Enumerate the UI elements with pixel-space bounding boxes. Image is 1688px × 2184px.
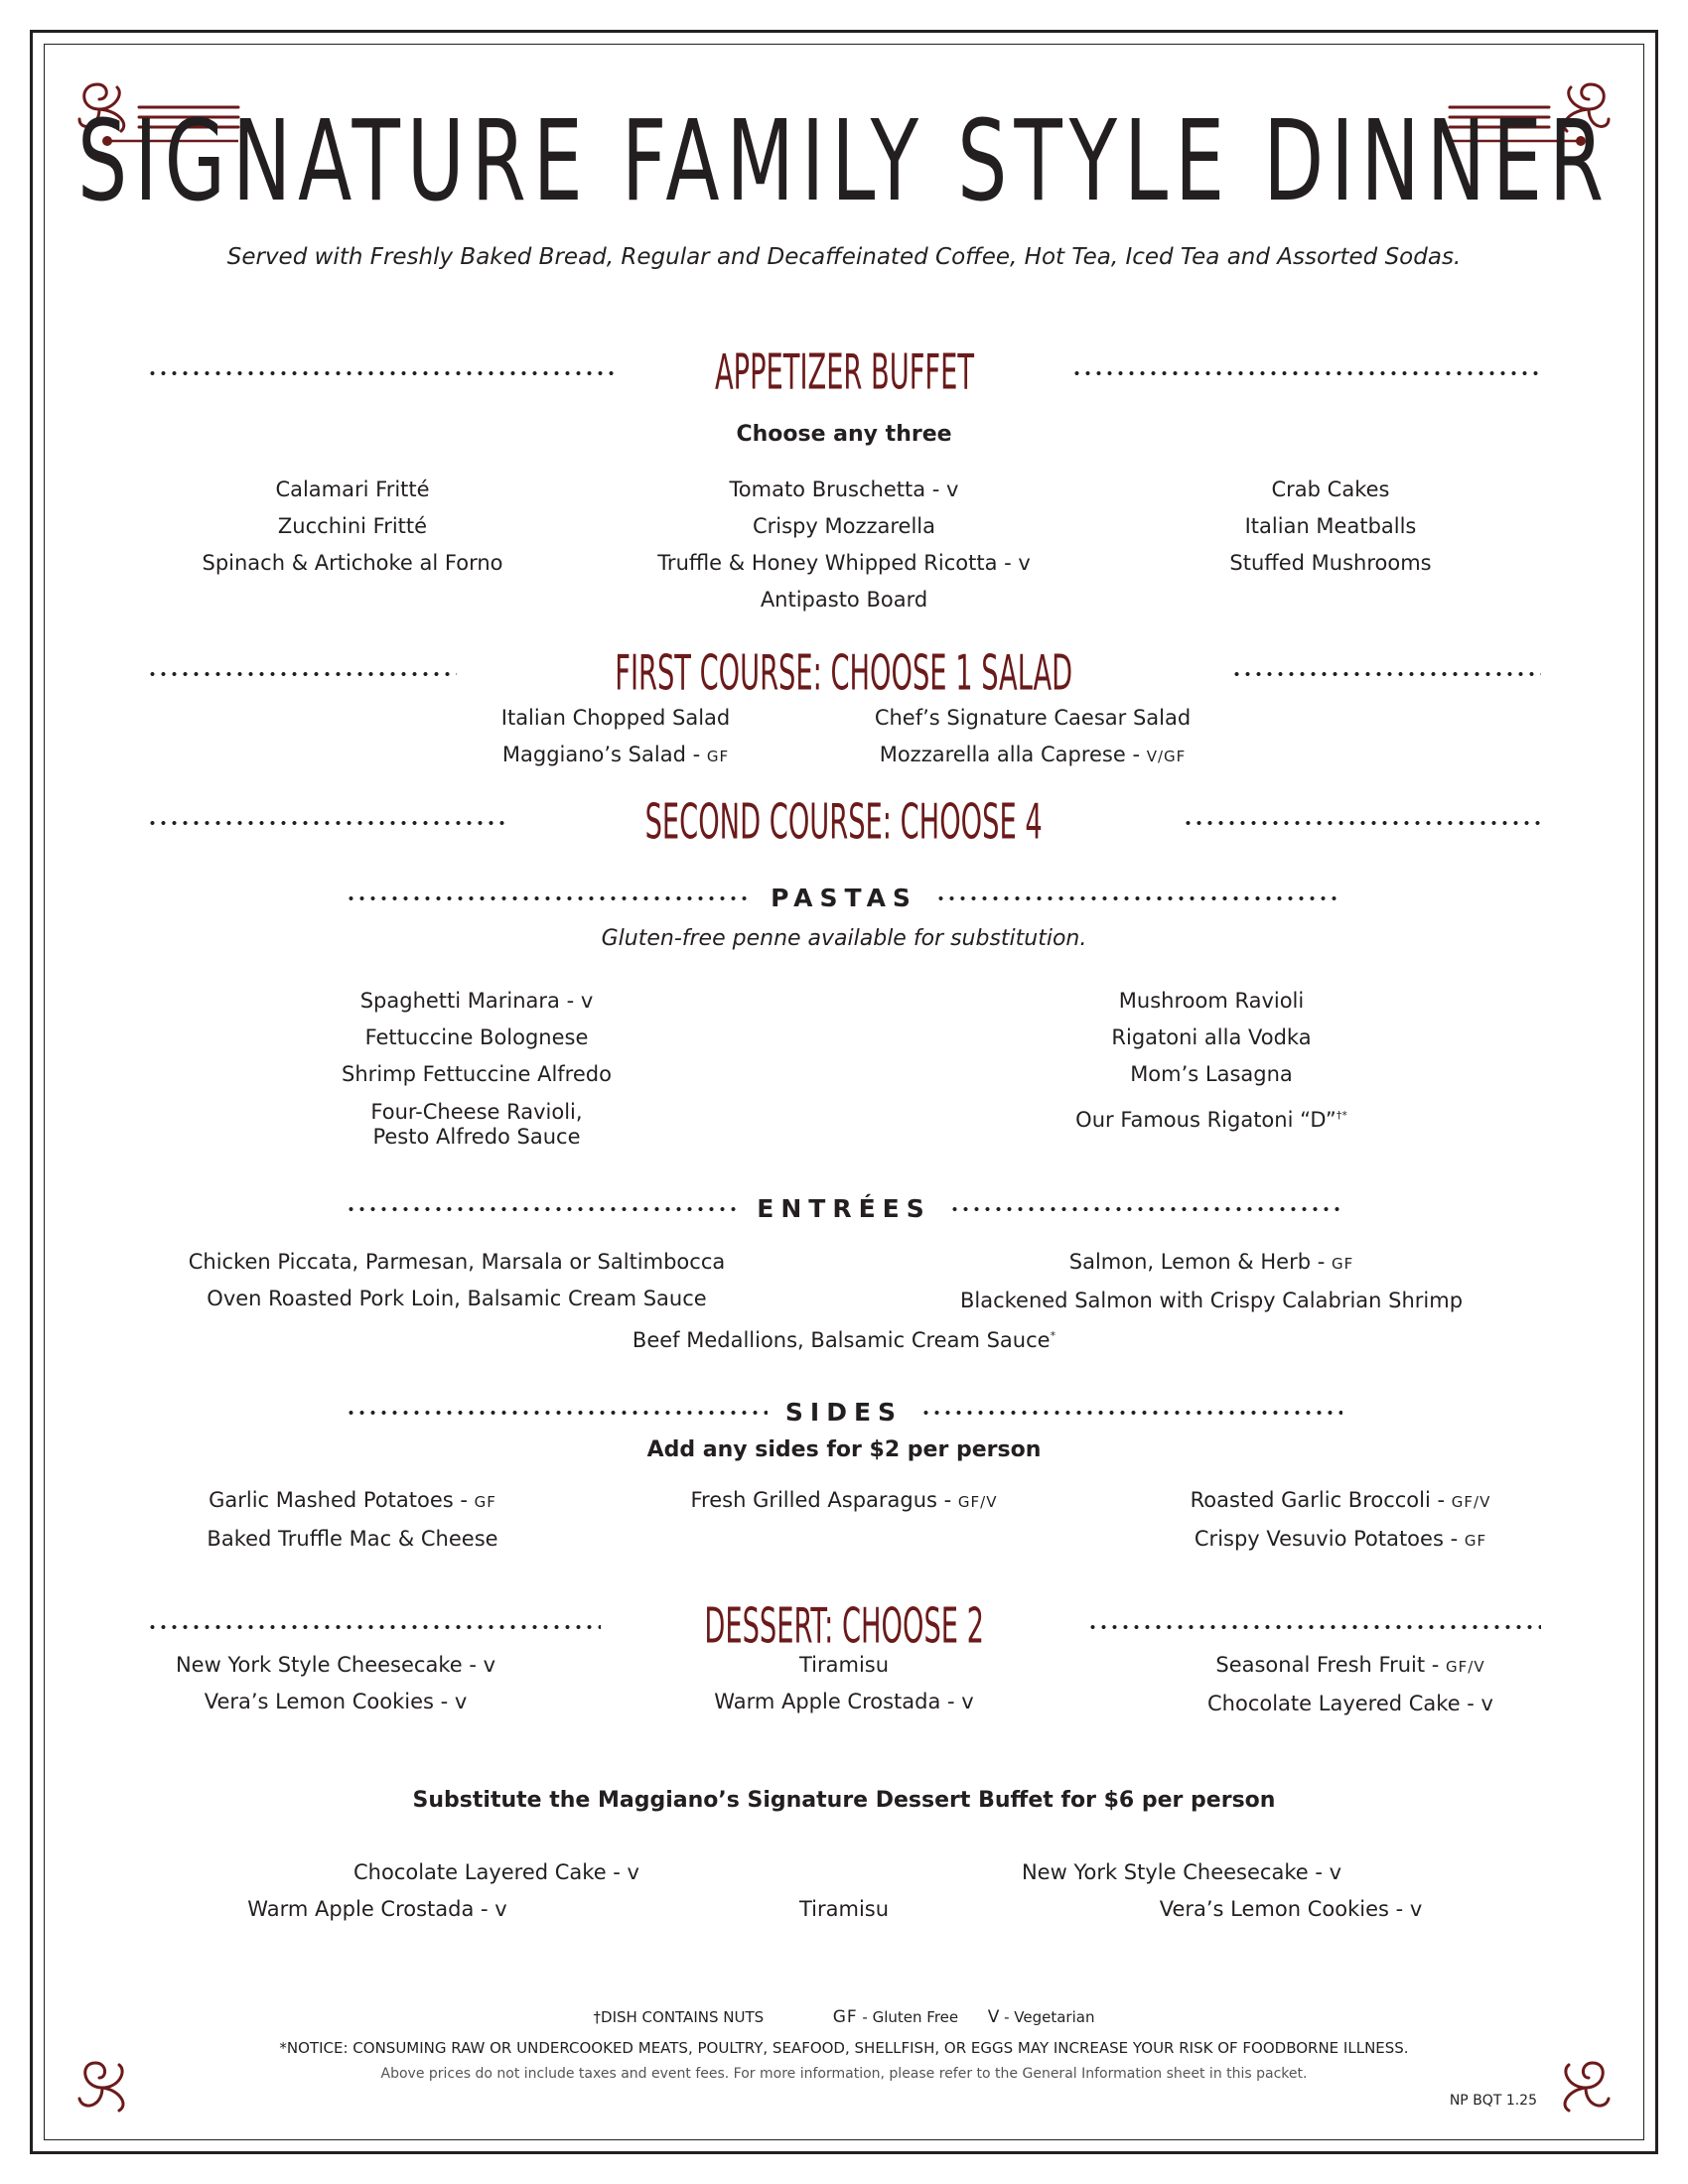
foodborne-notice: *NOTICE: CONSUMING RAW OR UNDERCOOKED MEATS, POULTRY, SEAFOOD, SHELLFISH, OR EGGS MAY INCREASE YOUR RISK OF FOODBORNE ILLNESS. xyxy=(279,2039,1409,2057)
gf-label: - Gluten Free xyxy=(857,2008,959,2026)
list-item: Seasonal Fresh Fruit - GF/V xyxy=(1215,1653,1485,1677)
buffet-row2-center xyxy=(645,1891,1043,1928)
list-item: Vera’s Lemon Cookies - v xyxy=(1159,1897,1423,1921)
first-course-heading-row xyxy=(147,644,1541,703)
buffet-col-3 xyxy=(973,1854,1390,1891)
first-course-heading: FIRST COURSE: CHOOSE 1 SALAD xyxy=(615,644,1073,703)
appetizer-note: Choose any three xyxy=(736,422,952,447)
dotted-rule xyxy=(935,896,1342,900)
salad-col-1 xyxy=(427,700,804,775)
list-item: Roasted Garlic Broccoli - GF/V xyxy=(1190,1488,1491,1512)
list-item: Blackened Salmon with Crispy Calabrian Shrimp xyxy=(959,1289,1464,1312)
list-item: Spinach & Artichoke al Forno xyxy=(202,551,503,575)
list-item: Crispy Mozzarella xyxy=(752,514,936,538)
gf-key: GF xyxy=(832,2007,858,2027)
list-item: Stuffed Mushrooms xyxy=(1229,551,1432,575)
sides-col-2 xyxy=(626,1482,1062,1521)
list-item: Chef’s Signature Caesar Salad xyxy=(874,706,1192,730)
pastas-right-col xyxy=(1013,983,1410,1139)
appetizer-col-1 xyxy=(154,472,551,582)
dotted-rule xyxy=(949,1207,1342,1211)
list-item: Tiramisu xyxy=(798,1653,890,1677)
pastas-left-col xyxy=(278,983,675,1149)
dessert-col-1 xyxy=(137,1647,534,1720)
sides-col-3 xyxy=(1132,1482,1549,1560)
dotted-rule xyxy=(1087,1625,1541,1629)
nuts-mark: †* xyxy=(1336,1109,1347,1122)
dotted-rule xyxy=(147,371,618,375)
list-item: Calamari Fritté xyxy=(275,478,430,501)
sides-note: Add any sides for $2 per person xyxy=(646,1437,1042,1462)
dotted-rule xyxy=(147,821,505,825)
list-item: New York Style Cheesecake - v xyxy=(175,1653,496,1677)
dotted-rule xyxy=(1231,672,1541,676)
page-subtitle: Served with Freshly Baked Bread, Regular and Decaffeinated Coffee, Hot Tea, Iced Tea and Assorted Sodas. xyxy=(226,244,1462,270)
dotted-rule xyxy=(1183,821,1541,825)
dessert-heading: DESSERT: CHOOSE 2 xyxy=(704,1597,984,1656)
buffet-col-1 xyxy=(298,1854,695,1891)
gf-tag: GF xyxy=(706,748,730,765)
list-item: Tiramisu xyxy=(798,1897,890,1921)
appetizer-heading: APPETIZER BUFFET xyxy=(714,343,974,402)
appetizer-col-2 xyxy=(596,472,1092,618)
entrees-center xyxy=(0,1317,1688,1359)
buffet-row2-right xyxy=(1092,1891,1489,1928)
list-item: Oven Roasted Pork Loin, Balsamic Cream Sauce xyxy=(207,1287,707,1310)
sides-heading-row xyxy=(346,1398,1342,1427)
appetizer-col-3 xyxy=(1132,472,1529,582)
sides-heading: SIDES xyxy=(784,1398,904,1427)
list-item: Baked Truffle Mac & Cheese xyxy=(207,1527,498,1551)
list-item: Salmon, Lemon & Herb - GF xyxy=(1068,1250,1354,1274)
salad-col-2 xyxy=(824,700,1241,775)
list-item: Fettuccine Bolognese xyxy=(364,1025,589,1049)
second-course-heading: SECOND COURSE: CHOOSE 4 xyxy=(644,793,1044,852)
dessert-heading-row xyxy=(147,1597,1541,1656)
appetizer-heading-row xyxy=(147,343,1541,402)
list-item: Mushroom Ravioli xyxy=(1118,989,1305,1013)
list-item: Warm Apple Crostada - v xyxy=(714,1690,974,1713)
dotted-rule xyxy=(346,1411,768,1415)
list-item: Shrimp Fettuccine Alfredo xyxy=(342,1062,612,1086)
pastas-note: Gluten-free penne available for substitution. xyxy=(601,926,1087,951)
list-item: New York Style Cheesecake - v xyxy=(1021,1860,1342,1884)
v-label: - Vegetarian xyxy=(999,2008,1095,2026)
prices-note: Above prices do not include taxes and event fees. For more information, please refer to the General Information sheet in this packet. xyxy=(380,2066,1308,2082)
v-key: V xyxy=(987,2007,1000,2027)
dotted-rule xyxy=(920,1411,1342,1415)
scroll-ornament-bottom-right-icon xyxy=(1551,2053,1620,2122)
list-item: Chicken Piccata, Parmesan, Marsala or Saltimbocca xyxy=(188,1250,726,1274)
list-item: Antipasto Board xyxy=(760,588,928,612)
gf-tag: GF xyxy=(474,1493,496,1511)
list-item: Vera’s Lemon Cookies - v xyxy=(204,1690,468,1713)
gfv-tag: GF/V xyxy=(1451,1493,1491,1511)
gf-tag: GF xyxy=(1464,1532,1487,1550)
list-item: Italian Meatballs xyxy=(1244,514,1417,538)
pastas-heading-row xyxy=(346,884,1342,912)
list-item: Our Famous Rigatoni “D”†* xyxy=(1075,1108,1347,1132)
list-item: Spaghetti Marinara - v xyxy=(359,989,594,1013)
dotted-rule xyxy=(1071,371,1542,375)
gfv-tag: GF/V xyxy=(957,1493,998,1511)
list-item: Warm Apple Crostada - v xyxy=(247,1897,507,1921)
gf-tag: GF xyxy=(1331,1255,1354,1273)
list-item: Zucchini Fritté xyxy=(277,514,428,538)
scroll-ornament-bottom-left-icon xyxy=(68,2053,137,2122)
entrees-left-col xyxy=(159,1244,755,1317)
dotted-rule xyxy=(147,1625,601,1629)
page-title: SIGNATURE FAMILY STYLE DINNER xyxy=(76,95,1611,226)
entrees-heading-row xyxy=(346,1194,1342,1223)
list-item: Fresh Grilled Asparagus - GF/V xyxy=(690,1488,998,1512)
list-item: Crispy Vesuvio Potatoes - GF xyxy=(1194,1527,1487,1551)
list-item: Chocolate Layered Cake - v xyxy=(353,1860,639,1884)
document-code: NP BQT 1.25 xyxy=(1449,2093,1537,2109)
list-item: Beef Medallions, Balsamic Cream Sauce* xyxy=(632,1328,1056,1352)
second-course-heading-row xyxy=(147,793,1541,852)
entrees-heading: ENTRÉES xyxy=(757,1194,931,1223)
list-item: Chocolate Layered Cake - v xyxy=(1207,1692,1493,1715)
entrees-right-col xyxy=(914,1244,1509,1319)
list-item: Truffle & Honey Whipped Ricotta - v xyxy=(657,551,1031,575)
list-item: Rigatoni alla Vodka xyxy=(1111,1025,1312,1049)
list-item: Mom’s Lasagna xyxy=(1130,1062,1293,1086)
nuts-key: †DISH CONTAINS NUTS xyxy=(593,2008,765,2026)
dessert-col-3 xyxy=(1152,1647,1549,1722)
notice-mark: * xyxy=(1050,1329,1056,1342)
list-item: Garlic Mashed Potatoes - GF xyxy=(209,1488,496,1512)
dotted-rule xyxy=(346,1207,739,1211)
dessert-buffet-offer: Substitute the Maggiano’s Signature Dessert Buffet for $6 per person xyxy=(412,1788,1276,1813)
list-item: Tomato Bruschetta - v xyxy=(729,478,959,501)
list-item: Italian Chopped Salad xyxy=(500,706,731,730)
list-item: Crab Cakes xyxy=(1271,478,1390,501)
vgf-tag: V/GF xyxy=(1146,748,1187,765)
list-item: Mozzarella alla Caprese - V/GF xyxy=(879,743,1187,766)
list-item: Four-Cheese Ravioli, xyxy=(370,1100,583,1124)
gfv-tag: GF/V xyxy=(1446,1658,1485,1676)
dessert-col-2 xyxy=(645,1647,1043,1720)
list-item: Maggiano’s Salad - GF xyxy=(501,743,730,766)
dotted-rule xyxy=(346,896,753,900)
sides-col-1 xyxy=(154,1482,551,1558)
footer-key xyxy=(0,2007,1688,2027)
pastas-heading: PASTAS xyxy=(771,884,917,912)
buffet-row2-left xyxy=(179,1891,576,1928)
list-item: Pesto Alfredo Sauce xyxy=(372,1125,581,1149)
dotted-rule xyxy=(147,672,457,676)
